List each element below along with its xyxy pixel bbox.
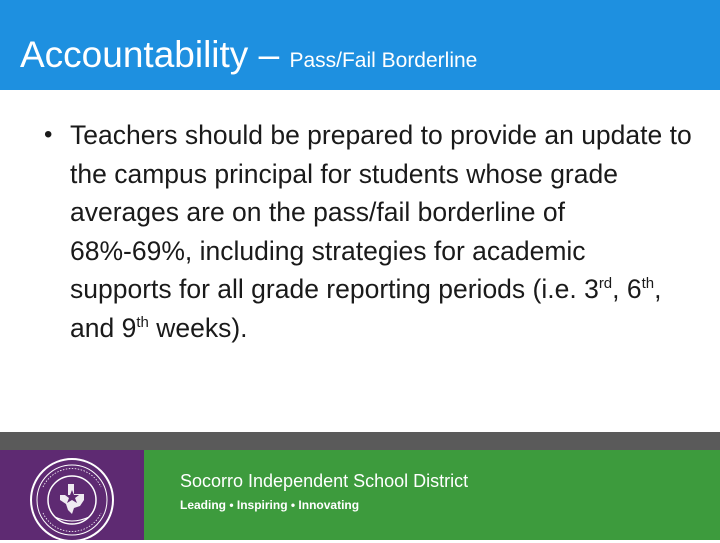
district-tagline: Leading • Inspiring • Innovating bbox=[180, 498, 360, 512]
footer-divider-band bbox=[0, 432, 720, 450]
bullet-text-part: weeks). bbox=[148, 312, 248, 343]
footer-seal-panel bbox=[0, 450, 144, 540]
bullet-text-part: , and 9 bbox=[70, 274, 662, 343]
footer-branding-panel bbox=[144, 450, 720, 540]
slide-title bbox=[20, 34, 477, 76]
bullet-text-part: Teachers should be prepared to provide an update to the campus principal for students whose grade averages are on the pass/fail borderline of 68%-69%, including strategies for academic supports for all grade reporting periods (i.e. 3 bbox=[70, 120, 692, 305]
district-name: Socorro Independent School District bbox=[180, 471, 469, 491]
district-seal-icon bbox=[29, 457, 115, 543]
title-bar bbox=[0, 0, 720, 90]
bullet-list bbox=[44, 116, 694, 348]
bullet-item bbox=[44, 116, 694, 348]
bullet-dot-icon: • bbox=[44, 121, 53, 148]
footer bbox=[0, 450, 720, 540]
title-main: Accountability – bbox=[20, 34, 290, 75]
bullet-text-part: , 6 bbox=[612, 274, 642, 305]
title-subtitle: Pass/Fail Borderline bbox=[289, 49, 478, 72]
bullet-superscript: rd bbox=[598, 275, 613, 293]
bullet-superscript: th bbox=[136, 313, 149, 331]
bullet-superscript: th bbox=[641, 275, 655, 293]
